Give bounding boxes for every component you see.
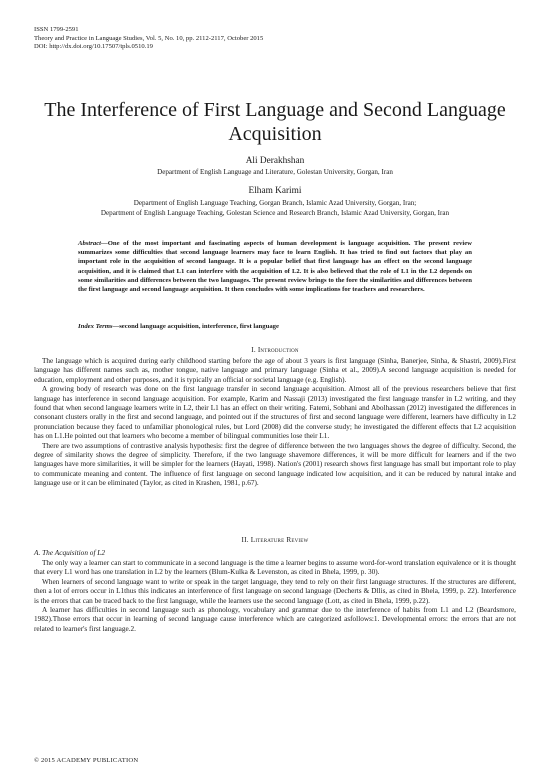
copyright-footer: © 2015 ACADEMY PUBLICATION <box>34 757 139 764</box>
journal-citation-line: Theory and Practice in Language Studies, Vol. 5, No. 10, pp. 2112-2117, October 2015 <box>34 34 264 42</box>
section-heading-literature-review: II. Literature Review <box>241 536 309 544</box>
author-name-2: Elham Karimi <box>248 186 302 196</box>
author-affiliation-2b: Department of English Language Teaching, Golestan Science and Research Branch, Islamic Azad University, Gorgan, Iran <box>100 209 450 217</box>
index-terms-label: Index Terms <box>78 323 113 330</box>
abstract <box>78 239 472 294</box>
paragraph: The language which is acquired during early childhood starting before the age of about 3 years is first language (Sinha, Banerjee, Sinha, & Shastri, 2009).First language has different names such as, mother tongue, native language and primary language (Sinha et al., 2009).A second language acquisition is needed for education, employment and other purposes, and it is typically an official or societal language (e.g. English). <box>34 357 516 384</box>
section-heading-introduction: I. Introduction <box>251 346 299 354</box>
paragraph: A learner has difficulties in second language such as phonology, vocabulary and grammar due to the interference of habits from L1 and L2 (Beardsmore, 1982).Those errors that occur in learning of second language cause interference which are categorized asfollows:1. Developmental errors: the errors that are not related to learner's first language.2. <box>34 606 516 633</box>
abstract-text: —One of the most important and fascinating aspects of human development is language acquisition. The present review summarizes some difficulties that second language learners may face to learn English. It has tried to find out factors that play an important role in the acquisition of second language. It is a popular belief that first language has an effect on the second language acquisition, and it is claimed that L1 can interfere with the acquisition of L2. It is also believed that the role of L1 in the L2 depends on some similarities and differences between the two languages. The present review brings to the fore the similarities and differences between the first language and second language acquisition. It then concludes with some implications for teachers and researchers. <box>78 240 472 294</box>
literature-review-body <box>34 559 516 634</box>
author-affiliation-2a: Department of English Language Teaching, Gorgan Branch, Islamic Azad University, Gorgan, Iran; <box>133 199 417 207</box>
author-affiliation-1: Department of English Language and Literature, Golestan University, Gorgan, Iran <box>157 168 393 176</box>
paragraph: A growing body of research was done on the first language transfer in second language acquisition. Almost all of the previous researchers believe that first language has interference in second language acquisition. For example, Karim and Nassaji (2013) investigated the first language transfer in L2 writing, and they found that when second language learners write in L2, their L1 has an effect on their writing. Fatemi, Sobhani and Abolhassan (2012) investigated the differences in consonant clusters orally in the first and second language, and pointed out if the structures of first and second language were different, learners have difficulty in L2 pronunciation because they faced to unfamiliar phonological rules, but Lord (2008) did the converse study; he investigated the different effects that L2 acquisition has on L1.He pointed out that learners who become a member of bilingual communities lose their L1. <box>34 385 516 441</box>
paragraph: The only way a learner can start to communicate in a second language is the time a learner begins to assume word-for-word translation equivalence or it is thought that every L1 word has one translation in L2 by the learners (Blum-Kulka & Levenston, as cited in Bhela, 1999, p. 30). <box>34 559 516 577</box>
paper-title: The Interference of First Language and Second Language Acquisition <box>44 99 506 146</box>
paragraph: There are two assumptions of contrastive analysis hypothesis: first the degree of difference between the two languages shows the degree of difficulty. Second, the degree of similarity shows the degree of simplicity. Therefore, if the two language shavemore differences, it will be more difficult for learners and if the two languages have more similarities, it will be simpler for the learners (Hayati, 1998). Nation's (2001) research shows first language has small but important role to play to communicate meaning and content. The influence of first language on second language indicated low acquisition, and it can be reduced by natural intake and language use or it can be eliminated (Taylor, as cited in Krashen, 1981, p.67). <box>34 441 516 488</box>
index-terms-text: —second language acquisition, interference, first language <box>112 323 279 330</box>
abstract-label: Abstract <box>78 240 102 247</box>
paragraph: When learners of second language want to write or speak in the target language, they tend to rely on their first language structures. If the structures are different, then a lot of errors occur in L1thus this indicates an interference of first language on second language (Decherts & Dllis, as cited in Bhela, 1999, p. 22). Interference is the errors that can be traced back to the first language, while the learners use the second language (Lott, as cited in Bhela, 1999, p.22). <box>34 577 516 605</box>
journal-header <box>34 26 263 52</box>
doi-line[interactable]: DOI: http://dx.doi.org/10.17507/tpls.0510.19 <box>34 43 153 51</box>
author-name-1: Ali Derakhshan <box>245 156 305 166</box>
introduction-body <box>34 357 516 489</box>
subsection-heading: A. The Acquisition of L2 <box>34 548 106 557</box>
issn-line: ISSN 1799-2591 <box>34 26 79 33</box>
index-terms <box>78 322 472 331</box>
